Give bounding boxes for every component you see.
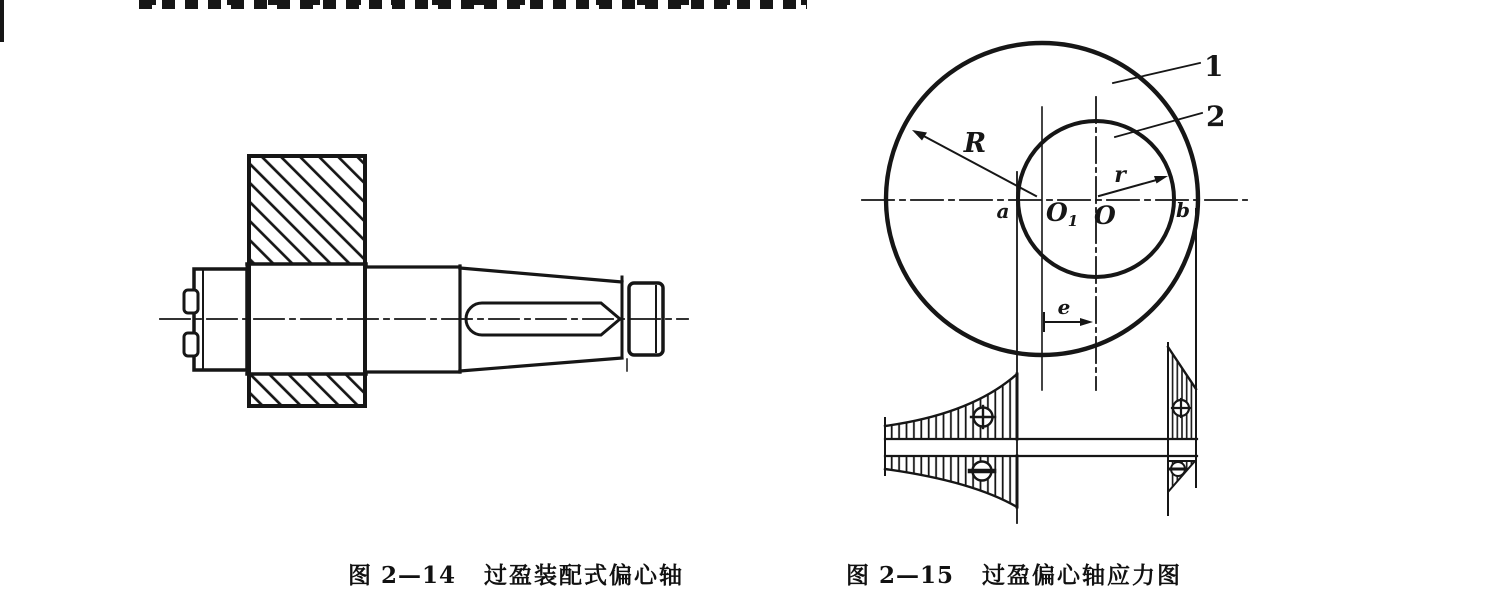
arrowhead [1154,176,1168,184]
figure-2-15-caption [846,557,1182,590]
figure-2-15-drawing [862,43,1247,523]
callout-number-2: 2 [1206,100,1226,133]
callout-leader-2 [1115,113,1202,137]
arrowhead [1080,318,1093,326]
radius-r-arrow [1099,176,1168,196]
label-outer-radius: R [963,128,987,159]
hub-hatch-lower [249,374,365,406]
label-inner-radius: r [1114,162,1126,188]
figure-2-14-title: 过盈装配式偏心轴 [484,562,685,589]
hub-hatch-upper [249,156,365,264]
label-point-a: a [996,199,1010,223]
figure-2-14-caption [348,557,684,590]
figure-2-14-number: 图 2—14 [348,562,457,589]
retainer-clip-upper [184,290,198,313]
retainer-clip-lower [184,333,198,356]
figure-2-15-number: 图 2—15 [846,562,955,589]
minus-circle-symbol-bottom-right [1170,462,1186,476]
stress-lobe-top-right-fill [1168,347,1196,439]
figure-2-14-drawing [160,156,688,406]
label-center-O1: $O_1$ [1046,198,1079,230]
stress-lobe-top-left-fill [885,374,1017,439]
plus-circle-symbol-top-right [1172,399,1190,417]
label-eccentricity: e [1057,295,1071,319]
figure-2-15-title: 过盈偏心轴应力图 [982,562,1183,589]
label-center-O: O [1094,201,1116,230]
arrowhead [912,130,927,141]
callout-number-1: 1 [1204,50,1224,83]
label-point-b: b [1176,198,1190,222]
